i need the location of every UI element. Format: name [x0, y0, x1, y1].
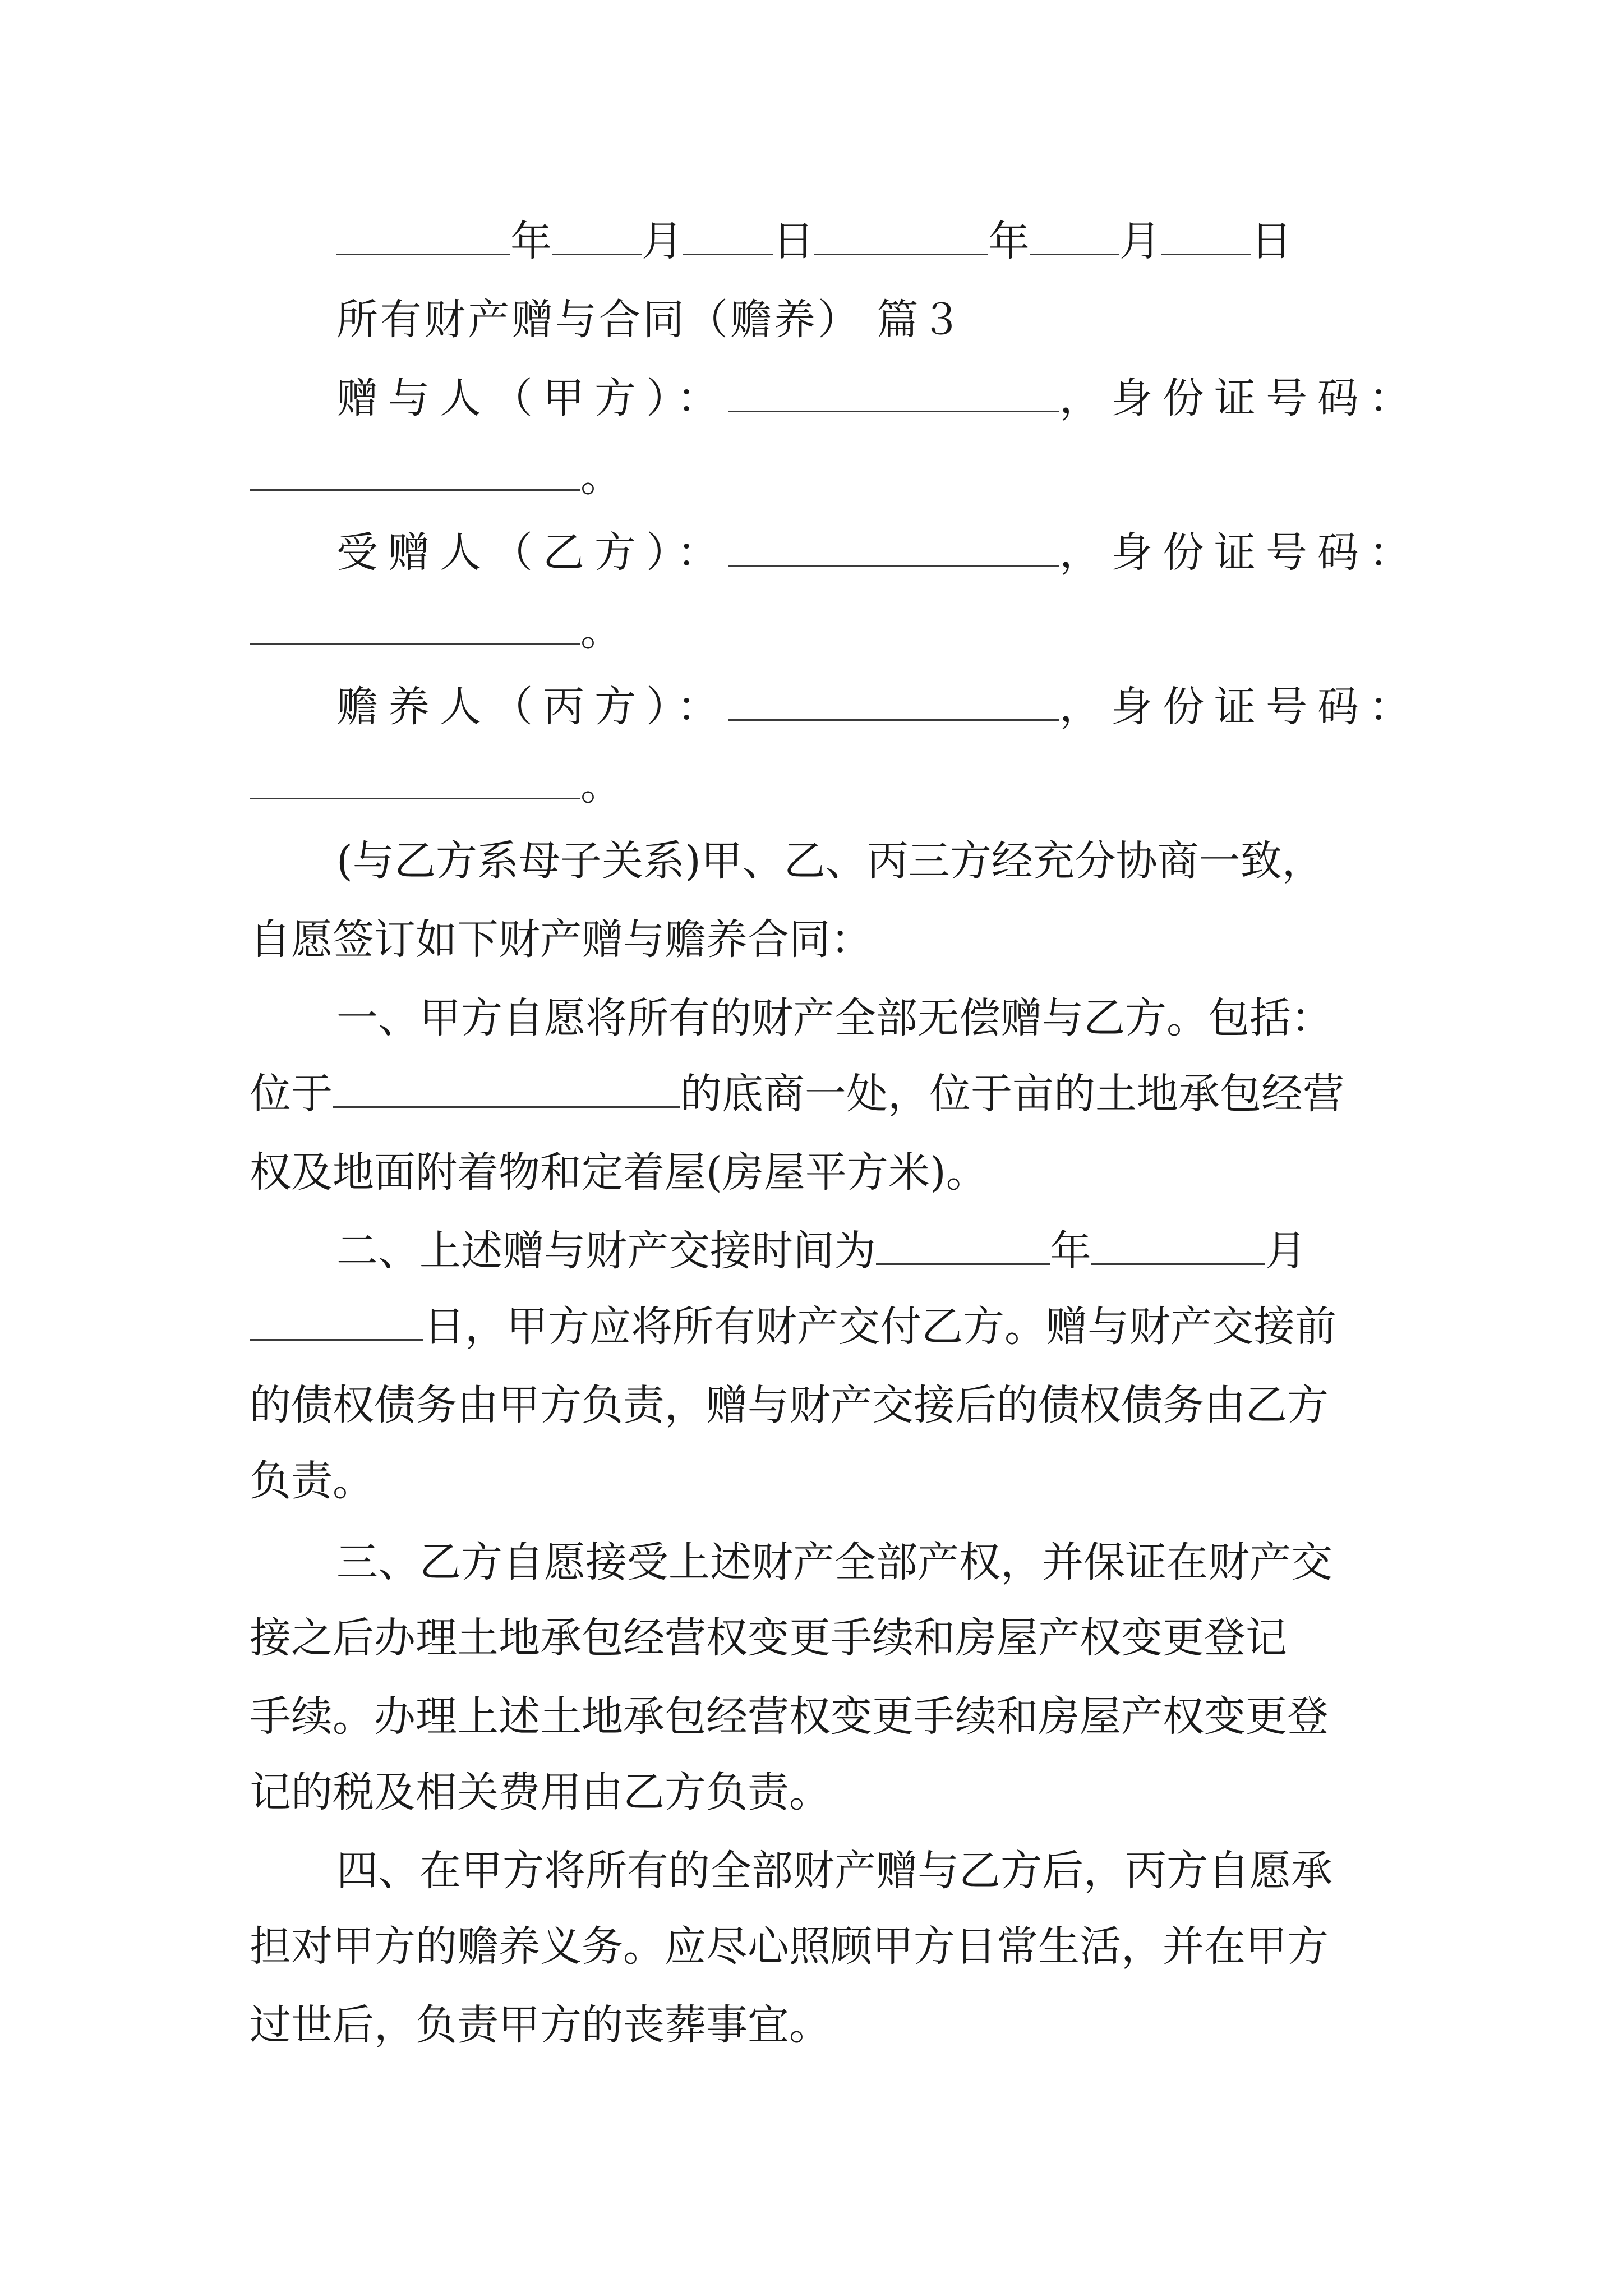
clause-3-line-3: [250, 1688, 1380, 1745]
supporter-line: [336, 679, 1467, 735]
day-label: 日: [773, 217, 814, 265]
end-mark: 。: [580, 607, 622, 655]
clause-2-line-3: [250, 1377, 1380, 1433]
supporter-id-field[interactable]: [250, 758, 580, 799]
title-text: 所有财产赠与合同（赡养） 篇３: [336, 296, 965, 344]
end-mark: 。: [580, 761, 622, 809]
donor-id-line: [250, 449, 1380, 505]
id-label: ，身份证号码：: [1059, 528, 1421, 577]
donee-line: [336, 524, 1467, 581]
donor-id-field[interactable]: [250, 450, 580, 491]
paragraph-text: 担对甲方的赡养义务。应尽心照顾甲方日常生活，并在甲方: [250, 1922, 1329, 1971]
donee-name-field[interactable]: [728, 526, 1059, 567]
blank-field[interactable]: [336, 214, 510, 255]
id-label: ，身份证号码：: [1059, 683, 1421, 731]
day-label: 日: [1251, 217, 1292, 265]
blank-field[interactable]: [814, 214, 988, 255]
blank-field[interactable]: [552, 214, 642, 255]
paragraph-text: 日，甲方应将所有财产交付乙方。赠与财产交接前: [423, 1303, 1336, 1351]
clause-3-line-2: [250, 1610, 1380, 1666]
clause-2-line-1: [336, 1223, 1467, 1279]
paragraph-text: 负责。: [250, 1457, 374, 1505]
paragraph-text: 手续。办理上述土地承包经营权变更手续和房屋产权变更登: [250, 1692, 1329, 1741]
paragraph-text: 接之后办理土地承包经营权变更手续和房屋产权变更登记: [250, 1614, 1287, 1662]
handover-year-field[interactable]: [876, 1224, 1050, 1265]
paragraph-text: 记的税及相关费用由乙方负责。: [250, 1768, 831, 1816]
paragraph-text: (与乙方系母子关系)甲、乙、丙三方经充分协商一致，: [336, 837, 1324, 885]
blank-field[interactable]: [683, 214, 773, 255]
donee-label: 受赠人（乙方）：: [336, 528, 728, 577]
handover-month-field[interactable]: [1091, 1224, 1265, 1265]
donor-line: [336, 370, 1467, 426]
paragraph-text: 权及地面附着物和定着屋(房屋平方米)。: [250, 1148, 988, 1197]
clause-4-line-3: [250, 1997, 1380, 2053]
year-label: 年: [510, 217, 552, 265]
paragraph-text: 位于: [250, 1070, 333, 1118]
donor-label: 赠与人（甲方）：: [336, 374, 728, 422]
clause-3-line-4: [250, 1764, 1380, 1820]
location-field[interactable]: [333, 1067, 680, 1108]
supporter-id-line: [250, 757, 1380, 813]
clause-1-line-2: [250, 1066, 1380, 1122]
donee-id-field[interactable]: [250, 604, 580, 645]
paragraph-text: 自愿签订如下财产赠与赡养合同：: [250, 915, 872, 964]
supporter-label: 赡养人（丙方）：: [336, 683, 728, 731]
paragraph-text: 四、在甲方将所有的全部财产赠与乙方后，丙方自愿承: [336, 1847, 1332, 1895]
clause-2-line-4: [250, 1453, 1380, 1509]
end-mark: 。: [580, 453, 622, 501]
preamble-line-1: [336, 833, 1467, 889]
preamble-line-2: [250, 912, 1380, 968]
clause-3-line-1: [336, 1534, 1467, 1590]
paragraph-text: 二、上述赠与财产交接时间为: [336, 1227, 876, 1275]
paragraph-text: 一、甲方自愿将所有的财产全部无偿赠与乙方。包括：: [336, 994, 1332, 1042]
paragraph-text: 的底商一处，位于亩的土地承包经营: [680, 1070, 1344, 1118]
paragraph-text: 过世后，负责甲方的丧葬事宜。: [250, 2001, 831, 2049]
clause-1-line-1: [336, 990, 1467, 1046]
month-label: 月: [1265, 1227, 1307, 1275]
year-label: 年: [1050, 1227, 1091, 1275]
supporter-name-field[interactable]: [728, 680, 1059, 721]
clause-4-line-1: [336, 1843, 1467, 1899]
paragraph-text: 的债权债务由甲方负责，赠与财产交接后的债权债务由乙方: [250, 1381, 1329, 1429]
clause-1-line-3: [250, 1144, 1380, 1200]
donor-name-field[interactable]: [728, 371, 1059, 412]
date-line: [336, 213, 1467, 269]
handover-day-field[interactable]: [250, 1300, 423, 1341]
paragraph-text: 三、乙方自愿接受上述财产全部产权，并保证在财产交: [336, 1538, 1332, 1586]
document-title: [336, 292, 1467, 348]
month-label: 月: [642, 217, 683, 265]
donee-id-line: [250, 603, 1380, 659]
clause-4-line-2: [250, 1918, 1380, 1975]
clause-2-line-2: [250, 1299, 1380, 1355]
blank-field[interactable]: [1030, 214, 1119, 255]
id-label: ，身份证号码：: [1059, 374, 1421, 422]
blank-field[interactable]: [1161, 214, 1251, 255]
year-label: 年: [988, 217, 1030, 265]
month-label: 月: [1119, 217, 1161, 265]
